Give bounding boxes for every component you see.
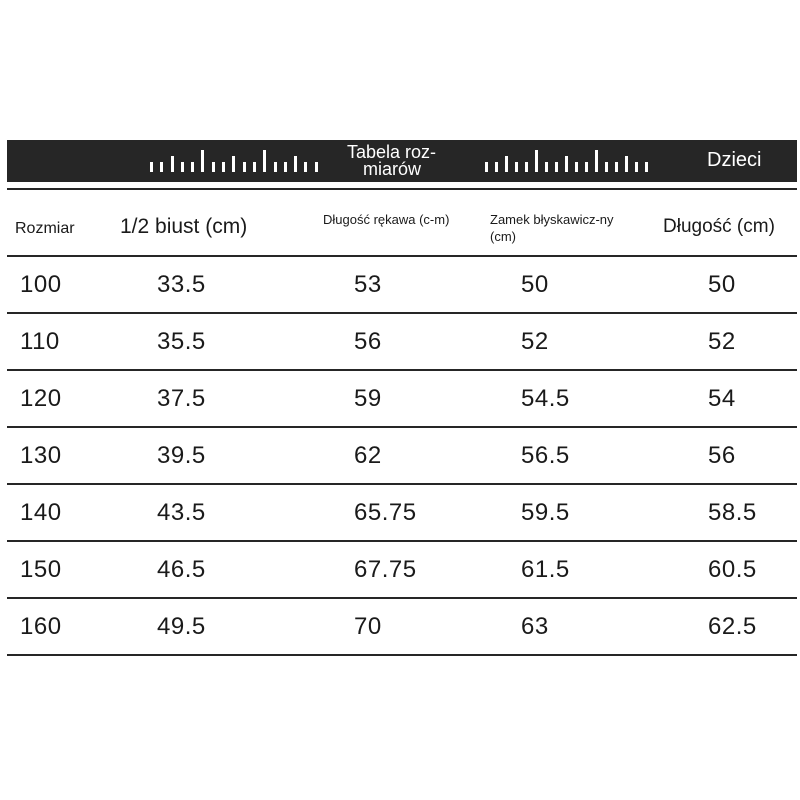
ruler-tick — [191, 162, 194, 172]
ruler-tick — [263, 150, 266, 172]
cell-zipper: 63 — [521, 613, 549, 640]
ruler-tick — [515, 162, 518, 172]
cell-half-bust: 43.5 — [157, 499, 206, 526]
ruler-tick — [160, 162, 163, 172]
cell-zipper: 54.5 — [521, 385, 570, 412]
banner-title-line2: miarów — [363, 159, 422, 179]
ruler-tick — [505, 156, 508, 172]
size-chart-banner — [7, 140, 797, 182]
ruler-tick — [315, 162, 318, 172]
cell-half-bust: 35.5 — [157, 328, 206, 355]
cell-half-bust: 39.5 — [157, 442, 206, 469]
banner-title-line1: Tabela roz- — [347, 142, 437, 162]
ruler-tick — [150, 162, 153, 172]
ruler-tick — [284, 162, 287, 172]
header-half-bust: 1/2 biust (cm) — [120, 215, 248, 238]
cell-size: 140 — [20, 499, 62, 526]
ruler-tick — [585, 162, 588, 172]
table-row — [0, 542, 800, 599]
table-row — [0, 371, 800, 428]
cell-length: 50 — [708, 271, 736, 298]
ruler-tick — [212, 162, 215, 172]
divider — [7, 188, 797, 190]
cell-sleeve-length: 70 — [354, 613, 382, 640]
ruler-decoration-right — [485, 144, 655, 172]
ruler-tick — [201, 150, 204, 172]
cell-sleeve-length: 62 — [354, 442, 382, 469]
ruler-tick — [294, 156, 297, 172]
cell-length: 58.5 — [708, 499, 757, 526]
table-row — [0, 599, 800, 656]
ruler-tick — [545, 162, 548, 172]
cell-half-bust: 46.5 — [157, 556, 206, 583]
ruler-tick — [274, 162, 277, 172]
cell-size: 100 — [20, 271, 62, 298]
header-size: Rozmiar — [15, 220, 75, 237]
ruler-tick — [615, 162, 618, 172]
ruler-tick — [232, 156, 235, 172]
header-zipper: Zamek błyskawicz-ny (cm) — [490, 212, 614, 244]
cell-zipper: 50 — [521, 271, 549, 298]
ruler-tick — [625, 156, 628, 172]
ruler-tick — [635, 162, 638, 172]
ruler-tick — [495, 162, 498, 172]
cell-length: 60.5 — [708, 556, 757, 583]
banner-title — [347, 144, 467, 178]
cell-sleeve-length: 67.75 — [354, 556, 417, 583]
ruler-tick — [645, 162, 648, 172]
cell-sleeve-length: 65.75 — [354, 499, 417, 526]
ruler-tick — [605, 162, 608, 172]
cell-size: 160 — [20, 613, 62, 640]
cell-half-bust: 33.5 — [157, 271, 206, 298]
ruler-tick — [171, 156, 174, 172]
ruler-tick — [575, 162, 578, 172]
cell-size: 150 — [20, 556, 62, 583]
cell-length: 56 — [708, 442, 736, 469]
ruler-tick — [222, 162, 225, 172]
ruler-tick — [304, 162, 307, 172]
table-row — [0, 314, 800, 371]
ruler-tick — [485, 162, 488, 172]
cell-sleeve-length: 56 — [354, 328, 382, 355]
divider — [7, 654, 797, 656]
cell-zipper: 59.5 — [521, 499, 570, 526]
cell-zipper: 56.5 — [521, 442, 570, 469]
cell-half-bust: 49.5 — [157, 613, 206, 640]
cell-length: 54 — [708, 385, 736, 412]
ruler-tick — [525, 162, 528, 172]
cell-size: 120 — [20, 385, 62, 412]
header-sleeve-length: Długość rękawa (c-m) — [323, 212, 450, 227]
ruler-tick — [565, 156, 568, 172]
ruler-decoration-left — [150, 144, 325, 172]
ruler-tick — [243, 162, 246, 172]
table-row — [0, 257, 800, 314]
banner-category-label: Dzieci — [707, 149, 762, 171]
table-header-row — [0, 195, 800, 257]
cell-size: 110 — [20, 328, 60, 355]
cell-zipper: 61.5 — [521, 556, 570, 583]
header-length: Długość (cm) — [663, 216, 775, 237]
cell-sleeve-length: 53 — [354, 271, 382, 298]
cell-length: 52 — [708, 328, 736, 355]
ruler-tick — [535, 150, 538, 172]
table-row — [0, 485, 800, 542]
ruler-tick — [181, 162, 184, 172]
cell-sleeve-length: 59 — [354, 385, 382, 412]
table-row — [0, 428, 800, 485]
cell-half-bust: 37.5 — [157, 385, 206, 412]
ruler-tick — [595, 150, 598, 172]
cell-size: 130 — [20, 442, 62, 469]
ruler-tick — [555, 162, 558, 172]
cell-zipper: 52 — [521, 328, 549, 355]
cell-length: 62.5 — [708, 613, 757, 640]
ruler-tick — [253, 162, 256, 172]
